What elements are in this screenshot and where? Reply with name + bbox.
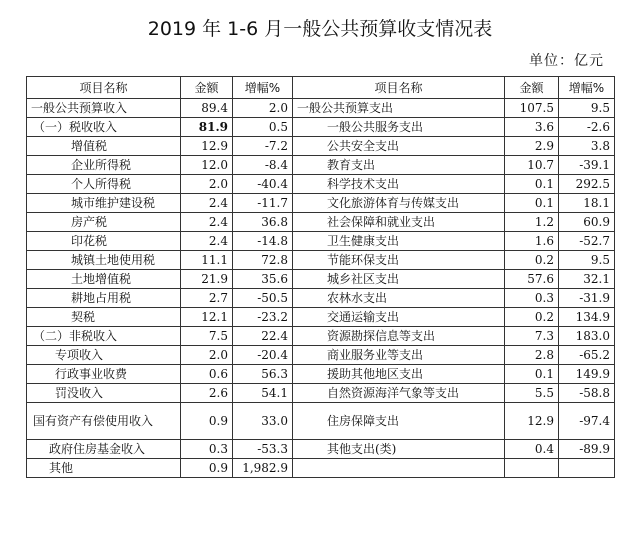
right-amount: 107.5 [505,99,559,118]
right-amount: 0.2 [505,251,559,270]
right-item-name: 商业服务业等支出 [293,346,505,365]
left-amount: 2.0 [181,175,233,194]
left-amount: 12.0 [181,156,233,175]
table-row [27,118,615,137]
header-amount-right: 金额 [505,77,559,99]
right-growth: 183.0 [559,327,615,346]
header-growth-left: 增幅% [233,77,293,99]
left-growth: 1,982.9 [233,459,293,478]
right-amount: 3.6 [505,118,559,137]
left-growth: -8.4 [233,156,293,175]
right-item-name: 其他支出(类) [293,440,505,459]
right-growth: 3.8 [559,137,615,156]
header-item-name-right: 项目名称 [293,77,505,99]
table-row [27,194,615,213]
right-growth: 9.5 [559,251,615,270]
left-item-name: 契税 [27,308,181,327]
right-amount: 10.7 [505,156,559,175]
right-item-name: 自然资源海洋气象等支出 [293,384,505,403]
left-growth: 2.0 [233,99,293,118]
unit-label: 单位：亿元 [529,53,604,69]
header-item-name-left: 项目名称 [27,77,181,99]
left-item-name: 政府住房基金收入 [27,440,181,459]
left-growth: -23.2 [233,308,293,327]
right-growth: 149.9 [559,365,615,384]
right-amount: 1.2 [505,213,559,232]
left-amount: 0.9 [181,403,233,440]
right-item-name: 交通运输支出 [293,308,505,327]
left-item-name: 一般公共预算收入 [27,99,181,118]
right-growth: 9.5 [559,99,615,118]
left-item-name: （一）税收收入 [27,118,181,137]
left-item-name: 增值税 [27,137,181,156]
left-growth: 0.5 [233,118,293,137]
left-item-name: 国有资产有偿使用收入 [27,403,181,440]
table-row [27,289,615,308]
right-amount: 0.2 [505,308,559,327]
table-row [27,99,615,118]
table-row [27,459,615,478]
left-growth: 36.8 [233,213,293,232]
left-amount: 12.1 [181,308,233,327]
left-amount: 2.0 [181,346,233,365]
right-growth: 134.9 [559,308,615,327]
left-growth: -14.8 [233,232,293,251]
left-growth: 33.0 [233,403,293,440]
table-row [27,251,615,270]
left-item-name: 耕地占用税 [27,289,181,308]
right-growth [559,459,615,478]
table-row [27,440,615,459]
left-amount: 0.6 [181,365,233,384]
right-growth: 60.9 [559,213,615,232]
left-growth: -40.4 [233,175,293,194]
left-amount: 2.4 [181,232,233,251]
right-item-name: 公共安全支出 [293,137,505,156]
page-title: 2019 年 1-6 月一般公共预算收支情况表 [147,18,493,40]
right-amount: 0.1 [505,175,559,194]
right-item-name: 卫生健康支出 [293,232,505,251]
table-row [27,403,615,440]
left-item-name: 土地增值税 [27,270,181,289]
left-growth: 35.6 [233,270,293,289]
left-amount: 2.4 [181,194,233,213]
right-amount: 5.5 [505,384,559,403]
table-row [27,346,615,365]
right-growth: -31.9 [559,289,615,308]
left-item-name: 其他 [27,459,181,478]
right-amount: 2.9 [505,137,559,156]
left-growth: -53.3 [233,440,293,459]
left-item-name: 城镇土地使用税 [27,251,181,270]
right-item-name: 资源勘探信息等支出 [293,327,505,346]
right-growth: -39.1 [559,156,615,175]
left-amount: 7.5 [181,327,233,346]
table-row [27,232,615,251]
right-growth: -89.9 [559,440,615,459]
right-item-name: 教育支出 [293,156,505,175]
table-row [27,327,615,346]
left-item-name: 专项收入 [27,346,181,365]
right-amount: 0.1 [505,194,559,213]
right-growth: -65.2 [559,346,615,365]
right-amount: 12.9 [505,403,559,440]
table-row [27,384,615,403]
left-amount: 2.7 [181,289,233,308]
right-growth: -58.8 [559,384,615,403]
right-amount: 0.3 [505,289,559,308]
left-item-name: 城市维护建设税 [27,194,181,213]
left-item-name: （二）非税收入 [27,327,181,346]
left-growth: -7.2 [233,137,293,156]
right-item-name: 节能环保支出 [293,251,505,270]
header-amount-left: 金额 [181,77,233,99]
right-amount [505,459,559,478]
right-growth: 32.1 [559,270,615,289]
left-amount: 0.9 [181,459,233,478]
left-amount: 0.3 [181,440,233,459]
left-amount: 11.1 [181,251,233,270]
header-growth-right: 增幅% [559,77,615,99]
right-amount: 57.6 [505,270,559,289]
right-item-name: 一般公共预算支出 [293,99,505,118]
left-growth: 22.4 [233,327,293,346]
left-growth: -20.4 [233,346,293,365]
right-amount: 1.6 [505,232,559,251]
right-growth: -97.4 [559,403,615,440]
left-item-name: 罚没收入 [27,384,181,403]
left-item-name: 印花税 [27,232,181,251]
right-amount: 0.4 [505,440,559,459]
table-row [27,270,615,289]
right-growth: -52.7 [559,232,615,251]
right-growth: -2.6 [559,118,615,137]
right-item-name: 文化旅游体育与传媒支出 [293,194,505,213]
left-amount: 81.9 [181,118,233,137]
left-item-name: 企业所得税 [27,156,181,175]
left-amount: 12.9 [181,137,233,156]
left-item-name: 行政事业收费 [27,365,181,384]
table-row [27,213,615,232]
right-growth: 18.1 [559,194,615,213]
left-growth: 54.1 [233,384,293,403]
table-row [27,156,615,175]
left-growth: 72.8 [233,251,293,270]
left-item-name: 个人所得税 [27,175,181,194]
table-body [27,99,615,478]
table-row [27,137,615,156]
left-amount: 2.6 [181,384,233,403]
right-item-name: 援助其他地区支出 [293,365,505,384]
left-amount: 2.4 [181,213,233,232]
budget-table [26,76,615,478]
right-amount: 7.3 [505,327,559,346]
left-growth: -50.5 [233,289,293,308]
left-item-name: 房产税 [27,213,181,232]
table-row [27,175,615,194]
left-growth: 56.3 [233,365,293,384]
right-item-name [293,459,505,478]
right-item-name: 科学技术支出 [293,175,505,194]
right-item-name: 社会保障和就业支出 [293,213,505,232]
right-amount: 2.8 [505,346,559,365]
right-item-name: 城乡社区支出 [293,270,505,289]
left-amount: 89.4 [181,99,233,118]
right-amount: 0.1 [505,365,559,384]
table-row [27,365,615,384]
right-item-name: 农林水支出 [293,289,505,308]
right-item-name: 住房保障支出 [293,403,505,440]
header-row [27,77,615,99]
table-row [27,308,615,327]
left-amount: 21.9 [181,270,233,289]
right-growth: 292.5 [559,175,615,194]
left-growth: -11.7 [233,194,293,213]
right-item-name: 一般公共服务支出 [293,118,505,137]
